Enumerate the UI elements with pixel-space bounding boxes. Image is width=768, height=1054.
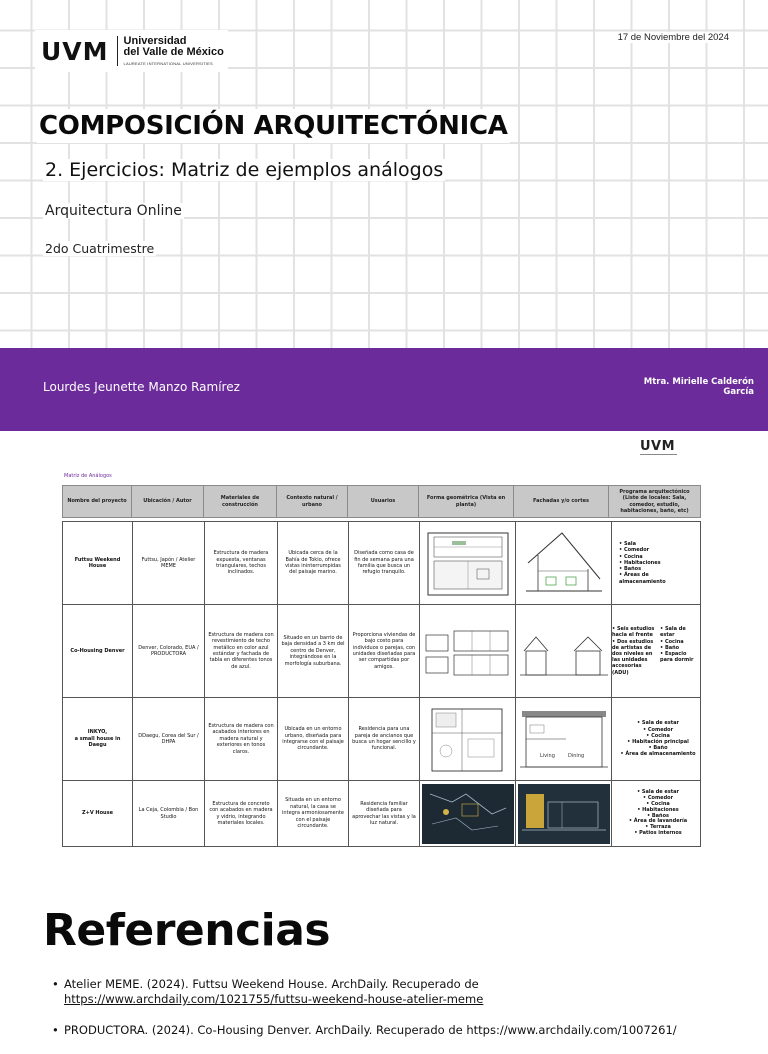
logo-tagline: LAUREATE INTERNATIONAL UNIVERSITIES — [123, 61, 213, 66]
project-users: Proporciona viviendas de bajo costo para individuos o parejas, con unidades diseñadas para ser compartidas por amigos. — [348, 605, 419, 697]
reference-text: Atelier MEME. (2024). Futtsu Weekend House. ArchDaily. Recuperado de — [64, 977, 479, 991]
section-drawing — [515, 781, 611, 846]
section-drawing — [515, 522, 611, 604]
floor-plan-drawing — [419, 605, 515, 697]
project-location: Denver, Colorado, EUA / PRODUCTORA — [132, 605, 204, 697]
header-cell: Materiales de construcción — [203, 485, 277, 518]
section-image — [518, 527, 610, 599]
teacher-line-2: García — [723, 387, 754, 397]
bullet: • — [52, 977, 59, 991]
matrix-page — [0, 431, 768, 861]
references-list — [52, 977, 742, 1054]
matrix-label: Matriz de Análogos — [64, 473, 112, 479]
floor-plan-image — [422, 703, 514, 775]
header-cell: Nombre del proyecto — [62, 485, 132, 518]
project-name-line-1: INKYO, — [87, 729, 108, 736]
program-item: • Sala de estar — [620, 720, 695, 726]
document-date: 17 de Noviembre del 2024 — [617, 32, 729, 43]
header-cell: Forma geométrica (Vista en planta) — [418, 485, 514, 518]
project-location: DDaegu, Corea del Sur / DHPA — [132, 698, 204, 780]
program-list-left — [612, 626, 656, 676]
program-item: • Comedor — [620, 727, 695, 733]
header-cell: Fachadas y/o cortes — [513, 485, 609, 518]
program-item: • Sala — [619, 541, 697, 547]
teacher-name — [644, 377, 754, 397]
course-name: Arquitectura Online — [45, 203, 182, 219]
reference-item — [52, 977, 742, 1007]
project-location: La Ceja, Colombia / Bon Studio — [132, 781, 204, 846]
program-item: • Comedor — [629, 796, 687, 802]
section-image — [518, 703, 610, 775]
logo-text — [124, 36, 224, 66]
header-cell: Contexto natural / urbano — [276, 485, 348, 518]
program-item: • Cocina — [629, 802, 687, 808]
logo-line-2: del Valle de México — [123, 46, 224, 58]
program-item: • Baño — [660, 645, 700, 651]
page-title: COMPOSICIÓN ARQUITECTÓNICA — [39, 111, 508, 141]
project-context: Ubicada en un entorno urbano, diseñada para integrarse con el paisaje circundante. — [277, 698, 348, 780]
program-item: • Habitaciones — [619, 560, 697, 566]
project-users: Residencia para una pareja de ancianos que busca un hogar sencillo y funcional. — [348, 698, 419, 780]
table-row — [62, 605, 701, 698]
reference-text: PRODUCTORA. (2024). Co-Housing Denver. ArchDaily. Recuperado de https://www.archdaily.com/1007261/ — [64, 1023, 677, 1037]
section-label-dining: Dining — [567, 753, 584, 759]
term-label: 2do Cuatrimestre — [45, 241, 155, 256]
project-name-line-2: a small house in Daegu — [74, 735, 121, 749]
project-name: Z+V House — [62, 781, 132, 846]
project-materials: Estructura de concreto con acabados en madera y vidrio, integrando materiales locales. — [204, 781, 277, 846]
program-item: • Baños — [619, 566, 697, 572]
project-location: Futtsu, Japón / Atelier MEME — [132, 522, 204, 604]
author-name: Lourdes Jeunette Manzo Ramírez — [43, 380, 240, 394]
header-cell: Programa arquitectónico (Liste de locales: Sala, comedor, estudio, habitaciones, baño, etc) — [608, 485, 701, 518]
project-materials: Estructura de madera con acabados interiores en madera natural y exteriores en tonos claros. — [204, 698, 277, 780]
floor-plan-image — [422, 615, 514, 687]
author-band — [0, 348, 768, 431]
program-cell — [611, 781, 701, 846]
program-item: • Cocina — [660, 639, 700, 645]
logo-line-1: Universidad — [123, 35, 187, 47]
program-item: • Área de almacenamiento — [620, 751, 695, 757]
reference-link[interactable]: https://www.archdaily.com/1021755/futtsu-weekend-house-atelier-meme — [64, 992, 484, 1006]
project-context: Situado en un barrio de baja densidad a 3 km del centro de Denver, integrándose en la morfología suburbana. — [277, 605, 348, 697]
project-context: Situada en un entorno natural, la casa se integra armoniosamente con el paisaje circundante. — [277, 781, 348, 846]
program-item: • Dos estudios de artistas de dos niveles en las unidades accesorias (ADU) — [612, 639, 656, 676]
program-two-columns — [612, 626, 700, 676]
reference-body — [64, 977, 483, 1007]
program-item: • Sala de estar — [629, 790, 687, 796]
section-image — [518, 615, 610, 687]
program-item: • Habitaciones — [629, 808, 687, 814]
section-label-living: Living — [539, 753, 555, 759]
program-item: • Seis estudios hacia el frente — [612, 626, 656, 638]
uvm-logo — [35, 30, 228, 72]
program-item: • Espacio para dormir — [660, 651, 700, 663]
section-image — [518, 784, 610, 844]
program-item: • Cocina — [619, 554, 697, 560]
project-name: Co-Housing Denver — [62, 605, 132, 697]
program-item: • Comedor — [619, 547, 697, 553]
table-row — [62, 781, 701, 847]
logo-mark: UVM — [41, 36, 109, 66]
references-heading: Referencias — [43, 905, 331, 956]
program-cell — [611, 698, 701, 780]
header-cell: Usuarios — [347, 485, 419, 518]
program-list — [625, 790, 687, 836]
floor-plan-image — [422, 784, 514, 844]
project-name — [62, 698, 132, 780]
project-users: Residencia familiar diseñada para aprovechar las vistas y la luz natural. — [348, 781, 419, 846]
program-item: • Sala de estar — [660, 626, 700, 638]
program-item: • Patios internos — [629, 831, 687, 837]
logo-divider — [117, 36, 118, 66]
table-row — [62, 698, 701, 781]
cover-section — [0, 0, 768, 348]
project-materials: Estructura de madera con revestimiento de techo metálico en color azul estándar y fachada de tabla en diferentes tonos de azul. — [204, 605, 277, 697]
table-row — [62, 522, 701, 605]
reference-item — [52, 1023, 742, 1038]
program-item: • Terraza — [629, 825, 687, 831]
floor-plan-drawing — [419, 781, 515, 846]
bullet: • — [52, 1023, 59, 1037]
program-list-right — [660, 626, 700, 663]
project-users: Diseñada como casa de fin de semana para una familia que busca un refugio tranquilo. — [348, 522, 419, 604]
section-drawing — [515, 605, 611, 697]
program-item: • Baños — [629, 814, 687, 820]
matrix-header-row — [62, 485, 700, 518]
project-context: Ubicada cerca de la Bahía de Tokio, ofrece vistas ininterrumpidas del paisaje marino. — [277, 522, 348, 604]
floor-plan-drawing — [419, 698, 515, 780]
header-cell: Ubicación / Autor — [131, 485, 204, 518]
small-logo-underline — [640, 454, 677, 455]
project-name: Futtsu Weekend House — [62, 522, 132, 604]
program-item: • Áreas de almacenamiento — [619, 572, 697, 584]
program-item: • Baño — [620, 745, 695, 751]
program-cell — [611, 605, 701, 697]
teacher-line-1: Mtra. Mirielle Calderón — [643, 377, 754, 387]
program-list — [616, 720, 695, 757]
floor-plan-image — [422, 527, 514, 599]
project-materials: Estructura de madera expuesta, ventanas triangulares, techos inclinados. — [204, 522, 277, 604]
program-list — [615, 541, 697, 584]
program-item: • Cocina — [620, 733, 695, 739]
program-item: • Área de lavandería — [629, 819, 687, 825]
program-cell — [611, 522, 701, 604]
program-item: • Habitación principal — [620, 739, 695, 745]
matrix-table — [62, 521, 701, 847]
floor-plan-drawing — [419, 522, 515, 604]
page-subtitle: 2. Ejercicios: Matriz de ejemplos análogos — [45, 159, 444, 181]
section-drawing — [515, 698, 611, 780]
small-uvm-logo: UVM — [640, 439, 676, 454]
